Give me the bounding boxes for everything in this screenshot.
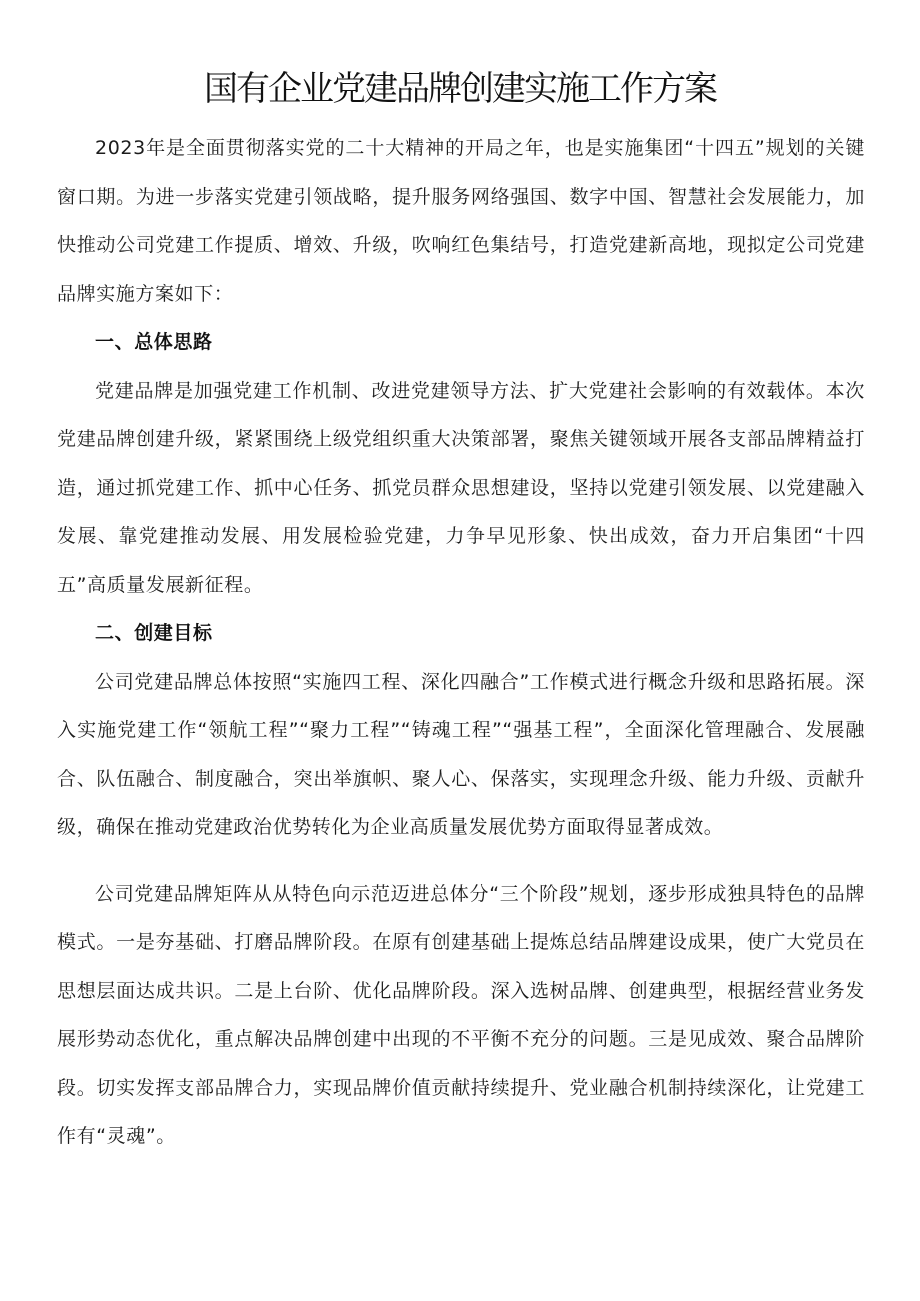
document-title: 国有企业党建品牌创建实施工作方案 [204,69,716,109]
section-heading-overall-approach: 一、总体思路 [95,331,213,353]
section-heading-goals: 二、创建目标 [95,622,213,644]
section-paragraph-overall-approach: 党建品牌是加强党建工作机制、改进党建领导方法、扩大党建社会影响的有效载体。本次党建品牌创建升级，紧紧围绕上级党组织重大决策部署，聚焦关键领域开展各支部品牌精益打造，通过抓党建工作、抓中心任务、抓党员群众思想建设，坚持以党建引领发展、以党建融入发展、靠党建推动发展、用发展检验党建，力争早见形象、快出成效，奋力开启集团“十四五”高质量发展新征程。 [57,379,865,596]
intro-paragraph: 2023年是全面贯彻落实党的二十大精神的开局之年，也是实施集团“十四五”规划的关键窗口期。为进一步落实党建引领战略，提升服务网络强国、数字中国、智慧社会发展能力，加快推动公司党建工作提质、增效、升级，吹响红色集结号，打造党建新高地，现拟定公司党建品牌实施方案如下： [57,137,865,305]
section-paragraph-goals-1: 公司党建品牌总体按照“实施四工程、深化四融合”工作模式进行概念升级和思路拓展。深入实施党建工作“领航工程”“聚力工程”“铸魂工程”“强基工程”，全面深化管理融合、发展融合、队伍融合、制度融合，突出举旗帜、聚人心、保落实，实现理念升级、能力升级、贡献升级，确保在推动党建政治优势转化为企业高质量发展优势方面取得显著成效。 [57,670,865,838]
document-body [57,124,865,1161]
section-paragraph-goals-2: 公司党建品牌矩阵从从特色向示范迈进总体分“三个阶段”规划，逐步形成独具特色的品牌模式。一是夯基础、打磨品牌阶段。在原有创建基础上提炼总结品牌建设成果，使广大党员在思想层面达成共识。二是上台阶、优化品牌阶段。深入选树品牌、创建典型，根据经营业务发展形势动态优化，重点解决品牌创建中出现的不平衡不充分的问题。三是见成效、聚合品牌阶段。切实发挥支部品牌合力，实现品牌价值贡献持续提升、党业融合机制持续深化，让党建工作有“灵魂”。 [57,882,865,1147]
